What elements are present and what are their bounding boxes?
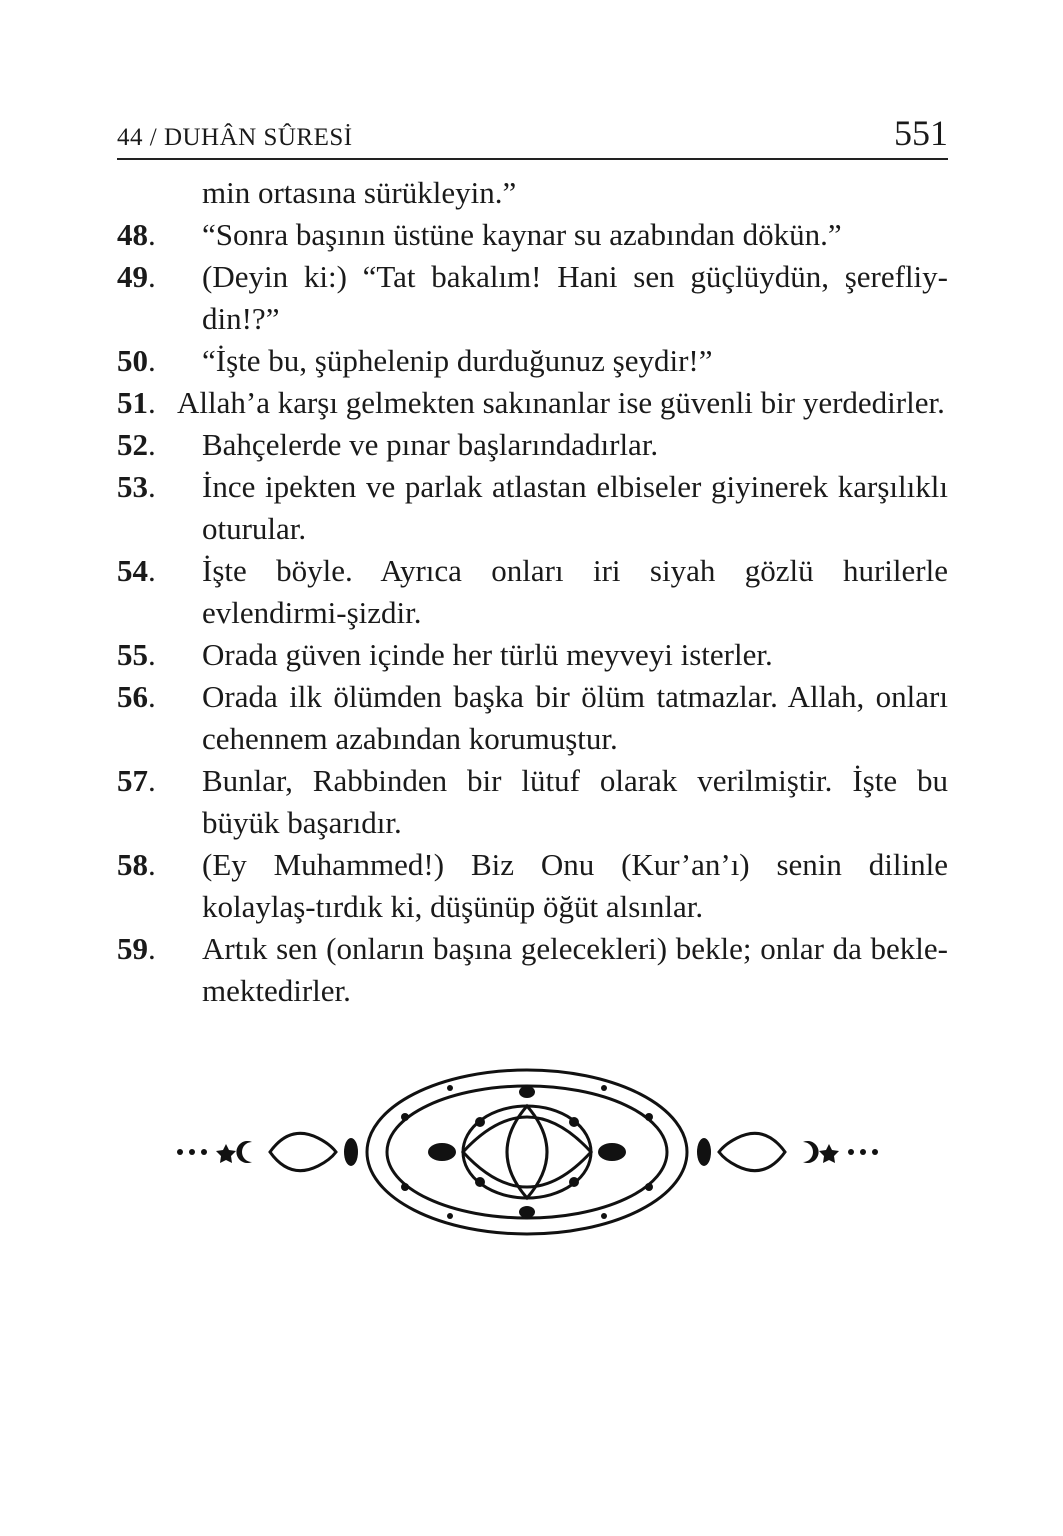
verse-number: 50 bbox=[117, 343, 148, 378]
verse-text: Orada güven içinde her türlü meyveyi isterler. bbox=[202, 637, 773, 672]
verse-text: “İşte bu, şüphelenip durduğunuz şeydir!” bbox=[202, 343, 713, 378]
verse-number: 58 bbox=[117, 847, 148, 882]
verse-number: 52 bbox=[117, 427, 148, 462]
verse-52: 52. Bahçelerde ve pınar başlarındadırlar. bbox=[117, 424, 948, 466]
verse-57: 57. Bunlar, Rabbinden bir lütuf olarak verilmiştir. İşte bu büyük başarıdır. bbox=[117, 760, 948, 844]
verse-49: 49. (Deyin ki:) “Tat bakalım! Hani sen güçlüydün, şerefliy-din!?” bbox=[117, 256, 948, 340]
verse-text: İnce ipekten ve parlak atlastan elbiseler giyinerek karşılıklı oturular. bbox=[202, 469, 948, 546]
verse-48: 48. “Sonra başının üstüne kaynar su azabından dökün.” bbox=[117, 214, 948, 256]
verse-number: 57 bbox=[117, 763, 148, 798]
verse-text: “Sonra başının üstüne kaynar su azabından dökün.” bbox=[202, 217, 842, 252]
verse-55: 55. Orada güven içinde her türlü meyveyi isterler. bbox=[117, 634, 948, 676]
verse-text: Artık sen (onların başına gelecekleri) bekle; onlar da bekle-mektedirler. bbox=[202, 931, 948, 1008]
verse-51: 51. Allah’a karşı gelmekten sakınanlar ise güvenli bir yerdedirler. bbox=[117, 382, 948, 424]
verse-text: (Deyin ki:) “Tat bakalım! Hani sen güçlüydün, şerefliy-din!?” bbox=[202, 259, 948, 336]
verse-text: İşte böyle. Ayrıca onları iri siyah gözlü hurilerle evlendirmi-şizdir. bbox=[202, 553, 948, 630]
verse-text: Allah’a karşı gelmekten sakınanlar ise güvenli bir yerdedirler. bbox=[177, 385, 945, 420]
verse-text: Bunlar, Rabbinden bir lütuf olarak verilmiştir. İşte bu büyük başarıdır. bbox=[202, 763, 948, 840]
verse-50: 50. “İşte bu, şüphelenip durduğunuz şeydir!” bbox=[117, 340, 948, 382]
page-header bbox=[117, 112, 948, 160]
floral-ornament-icon bbox=[170, 1062, 885, 1242]
verse-59: 59. Artık sen (onların başına gelecekleri) bekle; onlar da bekle-mektedirler. bbox=[117, 928, 948, 1012]
verse-number: 59 bbox=[117, 931, 148, 966]
verse-number: 48 bbox=[117, 217, 148, 252]
verse-text: (Ey Muhammed!) Biz Onu (Kur’an’ı) senin dilinle kolaylaş-tırdık ki, düşünüp öğüt alsınlar. bbox=[202, 847, 948, 924]
verse-text: Orada ilk ölümden başka bir ölüm tatmazlar. Allah, onları cehennem azabından korumuştur. bbox=[202, 679, 948, 756]
verse-58: 58. (Ey Muhammed!) Biz Onu (Kur’an’ı) senin dilinle kolaylaş-tırdık ki, düşünüp öğüt alsınlar. bbox=[117, 844, 948, 928]
verse-text: Bahçelerde ve pınar başlarındadırlar. bbox=[202, 427, 659, 462]
verse-number: 53 bbox=[117, 469, 148, 504]
running-title: 44 / DUHÂN SÛRESİ bbox=[117, 124, 353, 151]
verse-53: 53. İnce ipekten ve parlak atlastan elbiseler giyinerek karşılıklı oturular. bbox=[117, 466, 948, 550]
verse-number: 55 bbox=[117, 637, 148, 672]
verse-number: 54 bbox=[117, 553, 148, 588]
verse-number: 49 bbox=[117, 259, 148, 294]
verse-56: 56. Orada ilk ölümden başka bir ölüm tatmazlar. Allah, onları cehennem azabından korumuştur. bbox=[117, 676, 948, 760]
page-number: 551 bbox=[894, 113, 948, 153]
verse-number: 56 bbox=[117, 679, 148, 714]
verse-number: 51 bbox=[117, 385, 148, 420]
verse-continuation: min ortasına sürükleyin.” bbox=[202, 175, 517, 210]
verse-54: 54. İşte böyle. Ayrıca onları iri siyah gözlü hurilerle evlendirmi-şizdir. bbox=[117, 550, 948, 634]
verse-list bbox=[117, 172, 948, 1012]
